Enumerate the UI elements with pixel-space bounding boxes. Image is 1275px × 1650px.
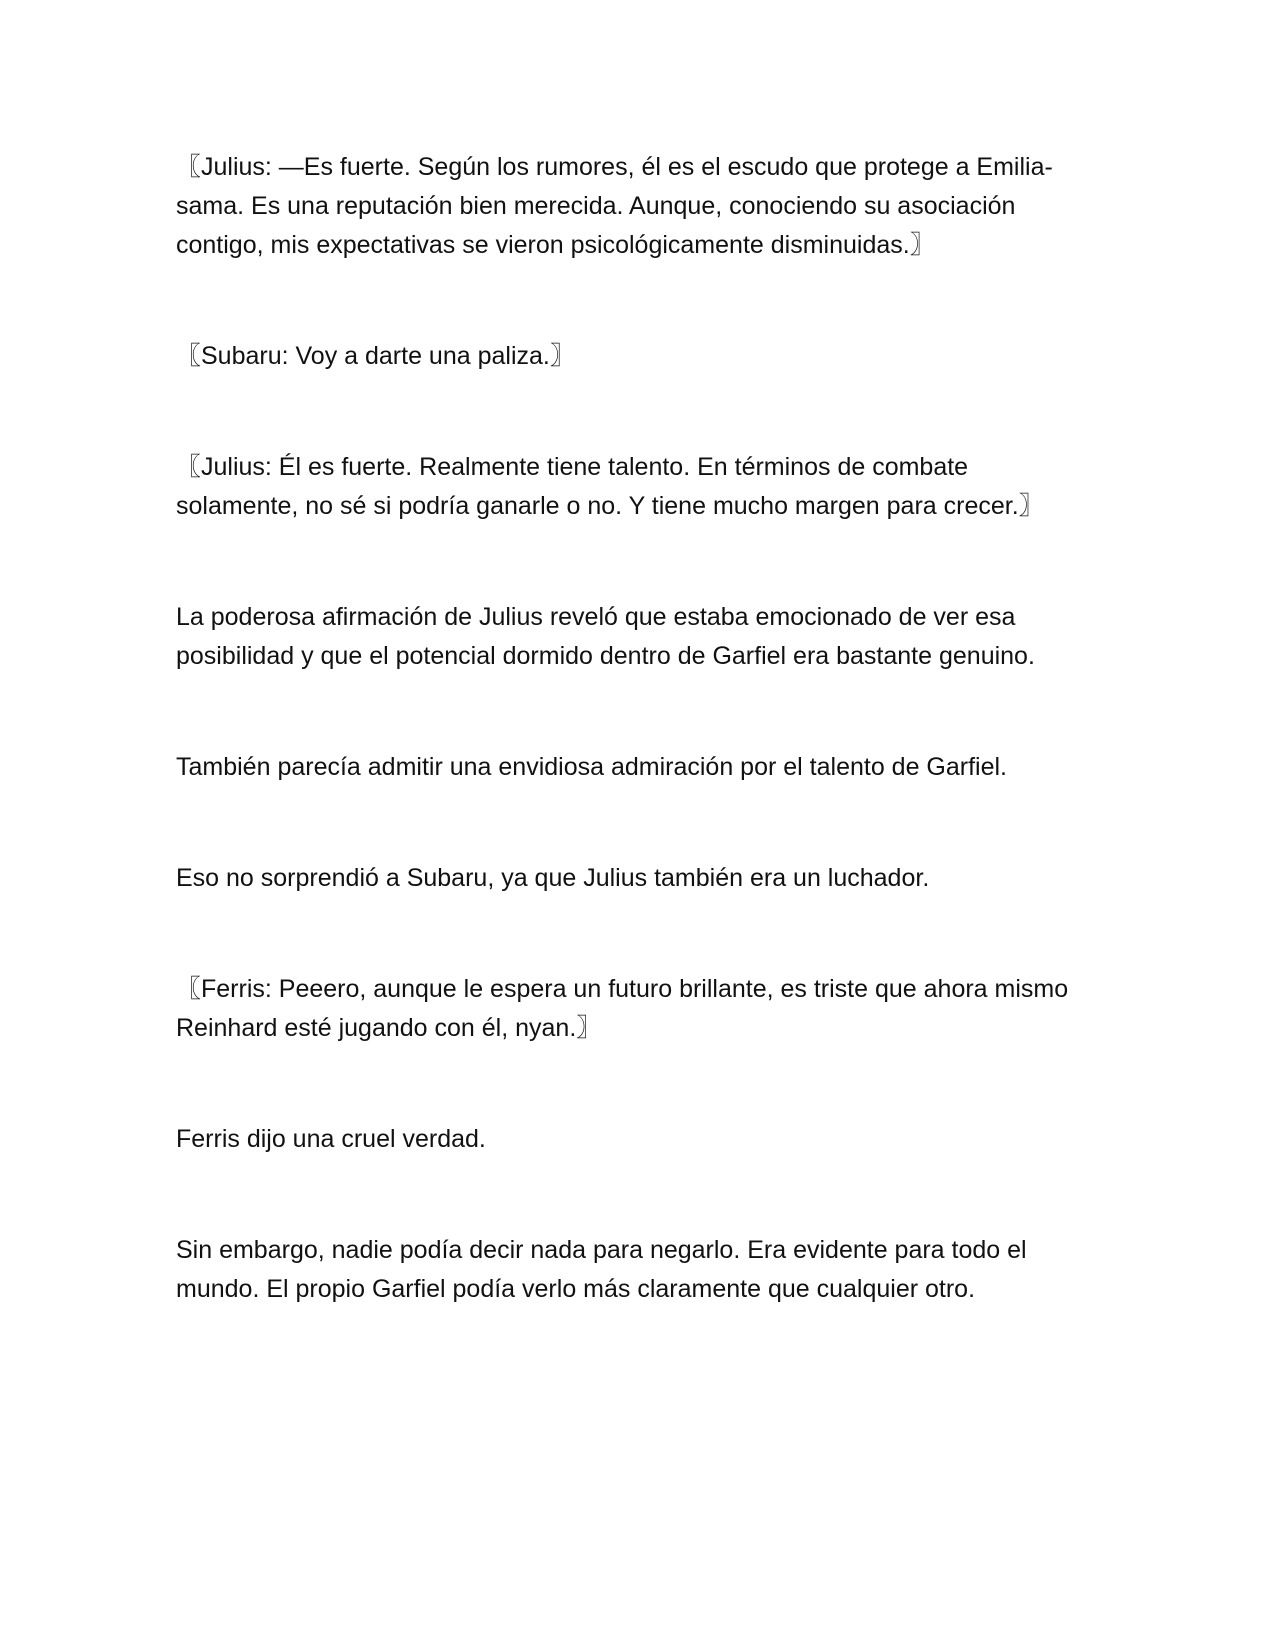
paragraph-narration-4: Ferris dijo una cruel verdad. [176, 1125, 486, 1153]
paragraph-narration-5: Sin embargo, nadie podía decir nada para negarlo. Era evidente para todo el mundo. El propio Garfiel podía verlo más claramente que cualquier otro. [176, 1236, 1027, 1303]
paragraph-narration-1: La poderosa afirmación de Julius reveló que estaba emocionado de ver esa posibilidad y que el potencial dormido dentro de Garfiel era bastante genuino. [176, 603, 1035, 670]
paragraph-julius-dialogue-1: 〖Julius: —Es fuerte. Según los rumores, él es el escudo que protege a Emilia-sama. Es una reputación bien merecida. Aunque, conociendo su asociación contigo, mis expectativas se vieron psicológicamente disminuidas.〗 [176, 153, 1053, 259]
document-body [176, 148, 1096, 1309]
paragraph-subaru-dialogue: 〖Subaru: Voy a darte una paliza.〗 [176, 342, 575, 370]
paragraph-narration-2: También parecía admitir una envidiosa admiración por el talento de Garfiel. [176, 753, 1008, 781]
paragraph-ferris-dialogue: 〖Ferris: Peeero, aunque le espera un futuro brillante, es triste que ahora mismo Reinhard esté jugando con él, nyan.〗 [176, 975, 1069, 1042]
paragraph-julius-dialogue-2: 〖Julius: Él es fuerte. Realmente tiene talento. En términos de combate solamente, no sé si podría ganarle o no. Y tiene mucho margen para crecer.〗 [176, 453, 1044, 520]
paragraph-narration-3: Eso no sorprendió a Subaru, ya que Julius también era un luchador. [176, 864, 930, 892]
